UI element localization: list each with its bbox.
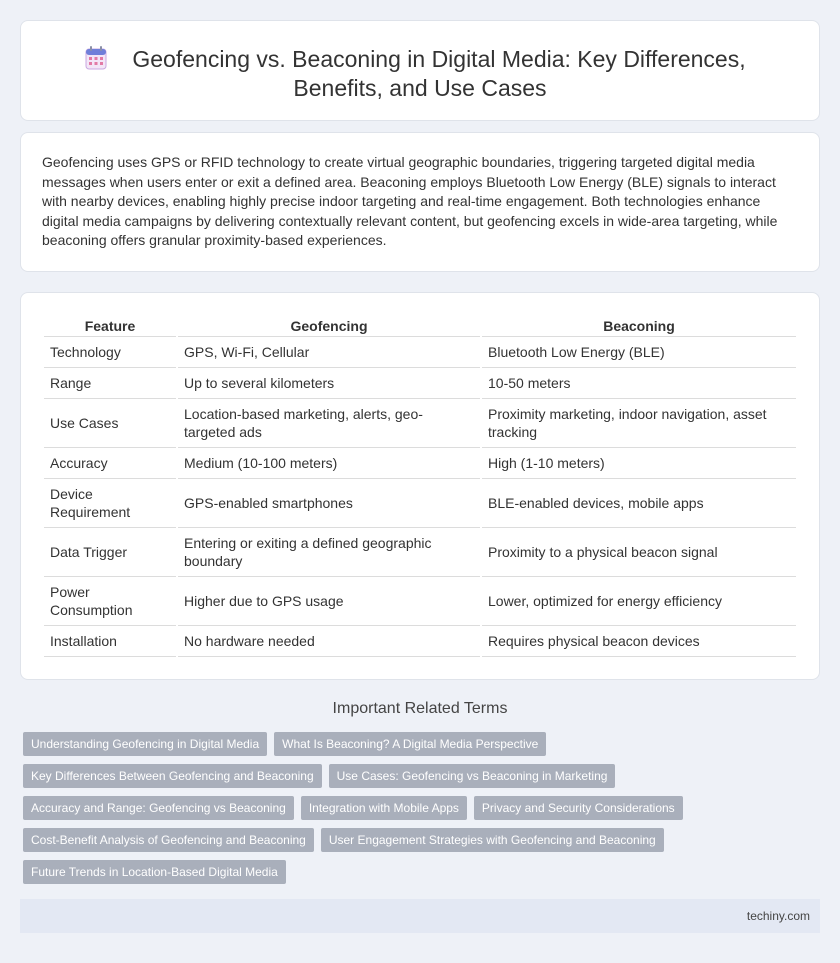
intro-card bbox=[20, 132, 820, 272]
related-term-tag[interactable]: Cost-Benefit Analysis of Geofencing and Beaconing bbox=[23, 828, 314, 852]
table-cell: Technology bbox=[44, 337, 176, 368]
table-cell: Higher due to GPS usage bbox=[178, 577, 480, 626]
related-term-tag[interactable]: Use Cases: Geofencing vs Beaconing in Marketing bbox=[329, 764, 616, 788]
table-cell: Range bbox=[44, 368, 176, 399]
page-title-line1: Geofencing vs. Beaconing in Digital Media: Key Differences, bbox=[132, 46, 746, 72]
header-card bbox=[20, 20, 820, 121]
related-term-tag[interactable]: Future Trends in Location-Based Digital Media bbox=[23, 860, 286, 884]
header-geofencing: Geofencing bbox=[178, 315, 480, 337]
table-row bbox=[44, 337, 796, 368]
table-cell: GPS, Wi-Fi, Cellular bbox=[178, 337, 480, 368]
related-term-tag[interactable]: Privacy and Security Considerations bbox=[474, 796, 683, 820]
page-title-line2: Benefits, and Use Cases bbox=[293, 75, 547, 101]
table-cell: Installation bbox=[44, 626, 176, 657]
header-feature: Feature bbox=[44, 315, 176, 337]
related-term-tag[interactable]: Key Differences Between Geofencing and Beaconing bbox=[23, 764, 322, 788]
related-term-tag[interactable]: Integration with Mobile Apps bbox=[301, 796, 467, 820]
table-row bbox=[44, 626, 796, 657]
related-term-tag[interactable]: Understanding Geofencing in Digital Media bbox=[23, 732, 267, 756]
table-cell: Proximity to a physical beacon signal bbox=[482, 528, 796, 577]
comparison-card bbox=[20, 292, 820, 680]
table-cell: Use Cases bbox=[44, 399, 176, 448]
table-cell: No hardware needed bbox=[178, 626, 480, 657]
table-cell: Requires physical beacon devices bbox=[482, 626, 796, 657]
related-term-tag[interactable]: What Is Beaconing? A Digital Media Perspective bbox=[274, 732, 546, 756]
related-term-tag[interactable]: User Engagement Strategies with Geofencing and Beaconing bbox=[321, 828, 664, 852]
table-cell: 10-50 meters bbox=[482, 368, 796, 399]
table-cell: Medium (10-100 meters) bbox=[178, 448, 480, 479]
table-row bbox=[44, 368, 796, 399]
table-cell: GPS-enabled smartphones bbox=[178, 479, 480, 528]
table-row bbox=[44, 399, 796, 448]
table-row bbox=[44, 448, 796, 479]
related-term-tag[interactable]: Accuracy and Range: Geofencing vs Beaconing bbox=[23, 796, 294, 820]
header-beaconing: Beaconing bbox=[482, 315, 796, 337]
page-title bbox=[21, 45, 819, 103]
related-terms-list bbox=[23, 732, 803, 884]
table-cell: Device Requirement bbox=[44, 479, 176, 528]
table-header-row bbox=[44, 315, 796, 337]
table-cell: Bluetooth Low Energy (BLE) bbox=[482, 337, 796, 368]
table-cell: Up to several kilometers bbox=[178, 368, 480, 399]
table-cell: High (1-10 meters) bbox=[482, 448, 796, 479]
table-row bbox=[44, 479, 796, 528]
table-row bbox=[44, 577, 796, 626]
table-cell: Power Consumption bbox=[44, 577, 176, 626]
table-cell: Accuracy bbox=[44, 448, 176, 479]
footer bbox=[20, 899, 820, 933]
table-row bbox=[44, 528, 796, 577]
table-cell: Data Trigger bbox=[44, 528, 176, 577]
table-cell: Entering or exiting a defined geographic boundary bbox=[178, 528, 480, 577]
comparison-table bbox=[42, 315, 798, 657]
intro-text: Geofencing uses GPS or RFID technology to create virtual geographic boundaries, triggering targeted digital media messages when users enter or exit a defined area. Beaconing employs Bluetooth Low Energy (BLE) signals to interact with nearby devices, enabling highly precise indoor targeting and real-time engagement. Both technologies enhance digital media campaigns by delivering contextually relevant content, but geofencing excels in wide-area targeting, while beaconing offers granular proximity-based experiences. bbox=[42, 154, 778, 248]
table-cell: BLE-enabled devices, mobile apps bbox=[482, 479, 796, 528]
table-cell: Location-based marketing, alerts, geo-targeted ads bbox=[178, 399, 480, 448]
footer-site-link[interactable]: techiny.com bbox=[746, 909, 810, 923]
table-cell: Lower, optimized for energy efficiency bbox=[482, 577, 796, 626]
related-terms-title: Important Related Terms bbox=[332, 700, 508, 717]
table-cell: Proximity marketing, indoor navigation, asset tracking bbox=[482, 399, 796, 448]
